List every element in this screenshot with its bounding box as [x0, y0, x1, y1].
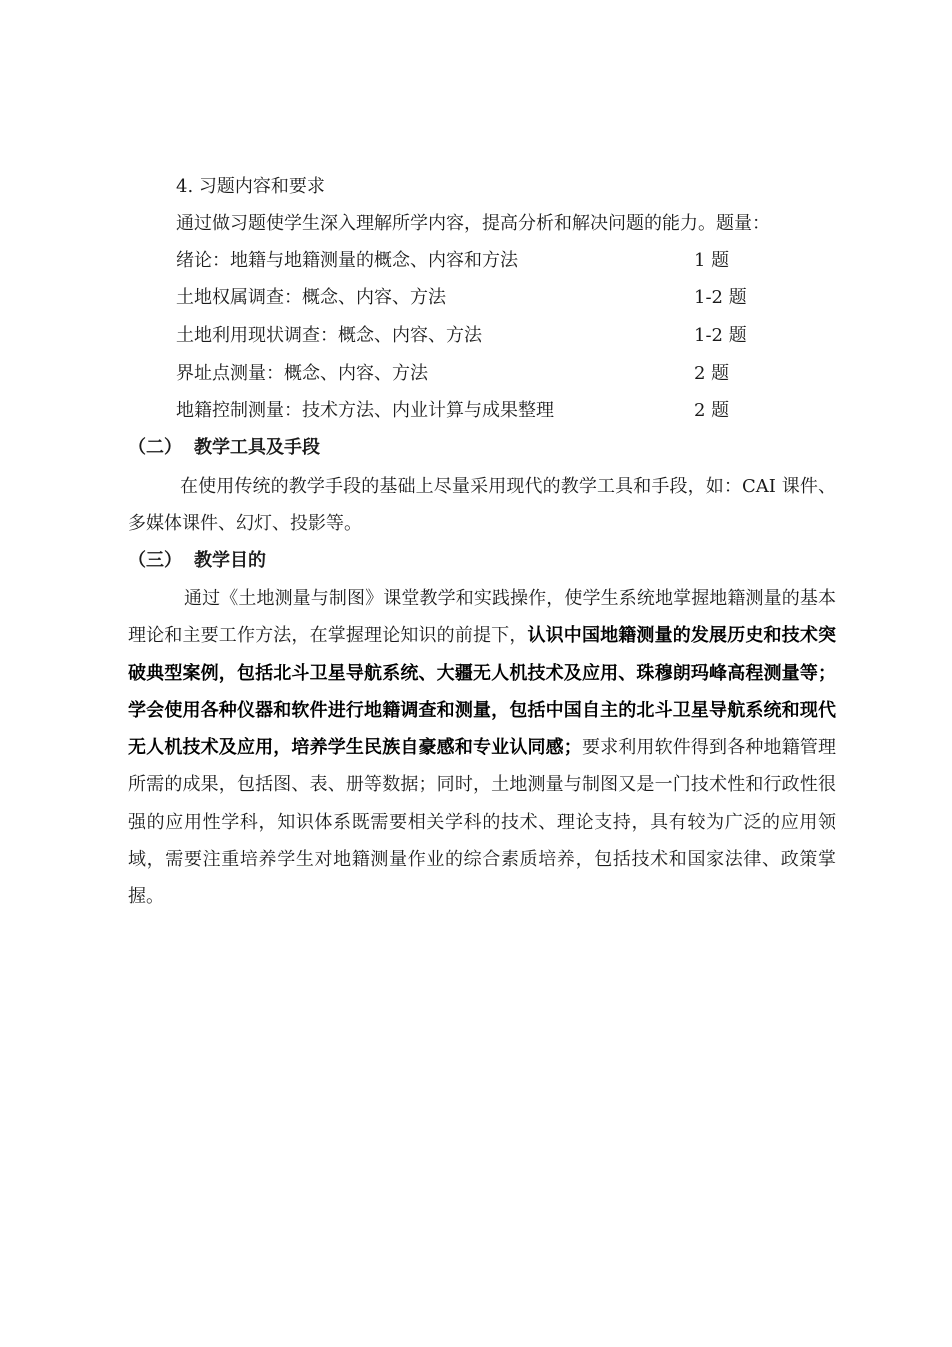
- section-4-intro: 通过做习题使学生深入理解所学内容，提高分析和解决问题的能力。题量：: [176, 213, 770, 234]
- purpose-text-bold: 认识中国地籍测量的发展历史和技术突破典型案例，包括北斗卫星导航系统、大疆无人机技术及应用、珠穆朗玛峰高程测量等；学会使用各种仪器和软件进行地籍调查和测量，包括中国自主的北斗卫星导航系统和现代无人机技术及应用，培养学生民族自豪感和专业认同感；: [128, 625, 837, 759]
- tools-heading-title: 教学工具及手段: [194, 437, 320, 458]
- tools-heading-number: （二）: [128, 437, 182, 458]
- exercise-topic: 土地利用现状调查：概念、内容、方法: [176, 325, 482, 346]
- exercise-topic: 界址点测量：概念、内容、方法: [176, 363, 428, 384]
- section-4-title: 4. 习题内容和要求: [176, 176, 325, 197]
- purpose-heading: [128, 548, 266, 574]
- exercise-topic: 绪论：地籍与地籍测量的概念、内容和方法: [176, 250, 518, 271]
- exercise-count: 2 题: [694, 400, 730, 421]
- purpose-heading-number: （三）: [128, 550, 182, 571]
- exercise-count: 1 题: [694, 250, 730, 271]
- exercise-count: 1-2 题: [694, 325, 747, 346]
- purpose-text-regular: 通过《土地测量与制图》课堂教学和实践操作，使学生系统地掌握地籍测量的基本理论和主要工作方法，在掌握理论知识的前提下，: [128, 588, 836, 647]
- exercise-count: 1-2 题: [694, 287, 747, 308]
- exercise-topic: 地籍控制测量：技术方法、内业计算与成果整理: [176, 400, 554, 421]
- exercise-count: 2 题: [694, 363, 730, 384]
- exercise-topic: 土地权属调查：概念、内容、方法: [176, 287, 446, 308]
- tools-paragraph: 在使用传统的教学手段的基础上尽量采用现代的教学工具和手段，如：CAI 课件、多媒体课件、幻灯、投影等。: [128, 476, 836, 535]
- purpose-paragraph: [128, 580, 836, 916]
- purpose-text-regular-after: 要求利用软件得到各种地籍管理所需的成果，包括图、表、册等数据；同时，土地测量与制图又是一门技术性和行政性很强的应用性学科，知识体系既需要相关学科的技术、理论支持，具有较为广泛的应用领域，需要注重培养学生对地籍测量作业的综合素质培养，包括技术和国家法律、政策掌握。: [128, 737, 837, 908]
- purpose-heading-title: 教学目的: [194, 550, 266, 571]
- tools-heading: [128, 435, 320, 461]
